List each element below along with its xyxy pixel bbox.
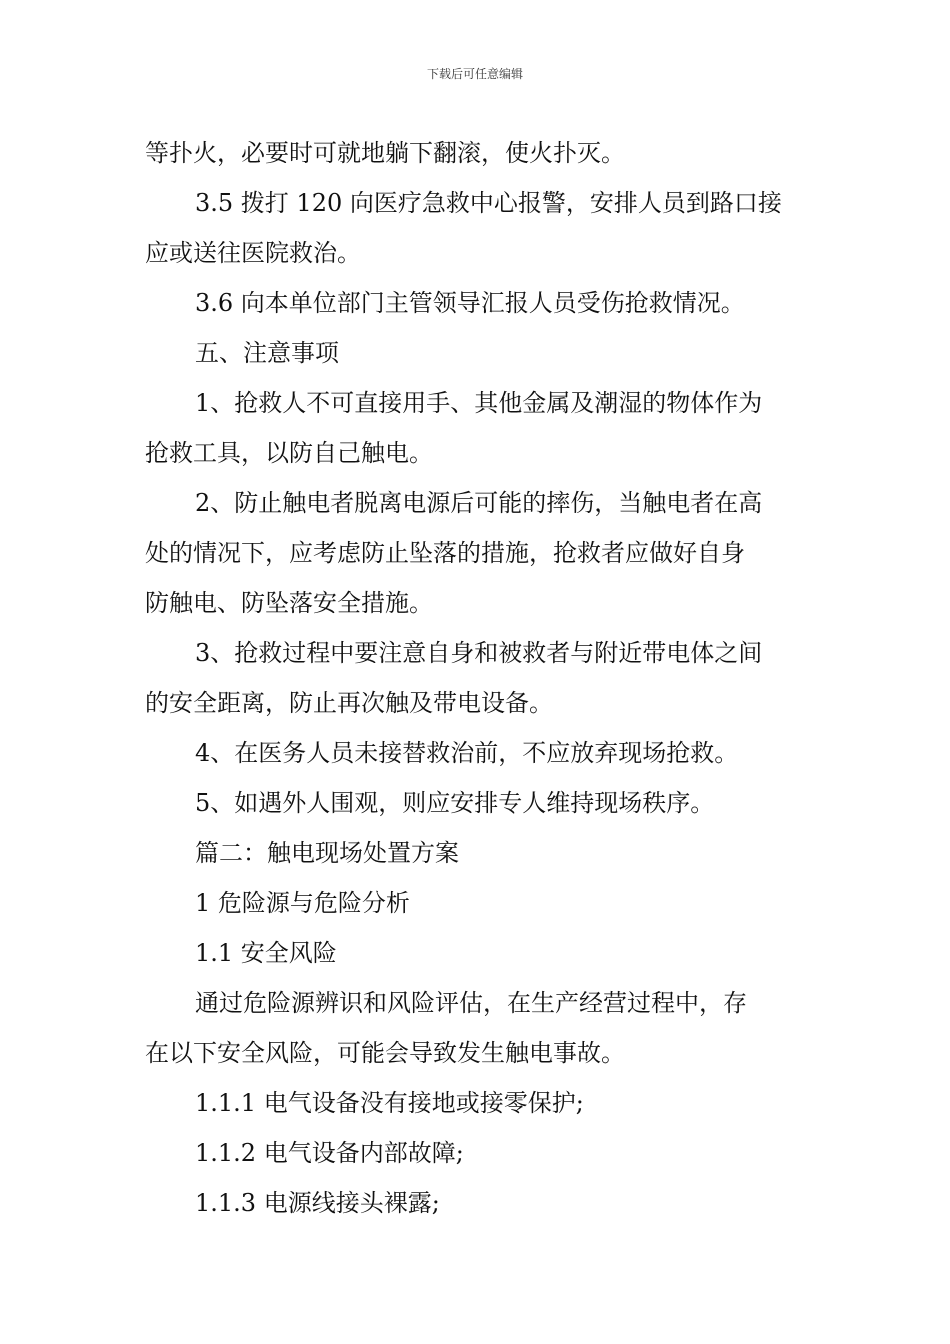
text-line-item-1-1-1: 1.1.1 电气设备没有接地或接零保护; [195,1089,584,1117]
text-line-continuation: 处的情况下，应考虑防止坠落的措施，抢救者应做好自身 [145,539,745,567]
section-heading-1-1: 1.1 安全风险 [195,939,337,967]
chapter-heading-part-two: 篇二：触电现场处置方案 [195,839,459,867]
text-line-continuation: 抢救工具，以防自己触电。 [145,439,433,467]
text-line-precaution-5: 5、如遇外人围观，则应安排专人维持现场秩序。 [195,789,715,817]
section-heading-1: 1 危险源与危险分析 [195,889,410,917]
text-line-precaution-1: 1、抢救人不可直接用手、其他金属及潮湿的物体作为 [195,389,763,417]
text-line-item-1-1-2: 1.1.2 电气设备内部故障; [195,1139,464,1167]
text-line-precaution-4: 4、在医务人员未接替救治前，不应放弃现场抢救。 [195,739,739,767]
text-line-continuation: 在以下安全风险，可能会导致发生触电事故。 [145,1039,625,1067]
text-line-continuation: 的安全距离，防止再次触及带电设备。 [145,689,553,717]
text-line-item-3-5: 3.5 拨打 120 向医疗急救中心报警，安排人员到路口接 [195,189,782,217]
document-body [145,128,810,1228]
text-line-continuation: 防触电、防坠落安全措施。 [145,589,433,617]
text-line-continuation: 等扑火，必要时可就地躺下翻滚，使火扑灭。 [145,139,625,167]
text-line-item-1-1-3: 1.1.3 电源线接头裸露; [195,1189,440,1217]
section-heading-precautions: 五、注意事项 [195,339,339,367]
text-line-item-3-6: 3.6 向本单位部门主管领导汇报人员受伤抢救情况。 [195,289,745,317]
text-line-risk-intro: 通过危险源辨识和风险评估，在生产经营过程中，存 [195,989,747,1017]
text-line-continuation: 应或送往医院救治。 [145,239,361,267]
text-line-precaution-2: 2、防止触电者脱离电源后可能的摔伤，当触电者在高 [195,489,763,517]
page-header-note: 下载后可任意编辑 [426,67,523,81]
text-line-precaution-3: 3、抢救过程中要注意自身和被救者与附近带电体之间 [195,639,763,667]
